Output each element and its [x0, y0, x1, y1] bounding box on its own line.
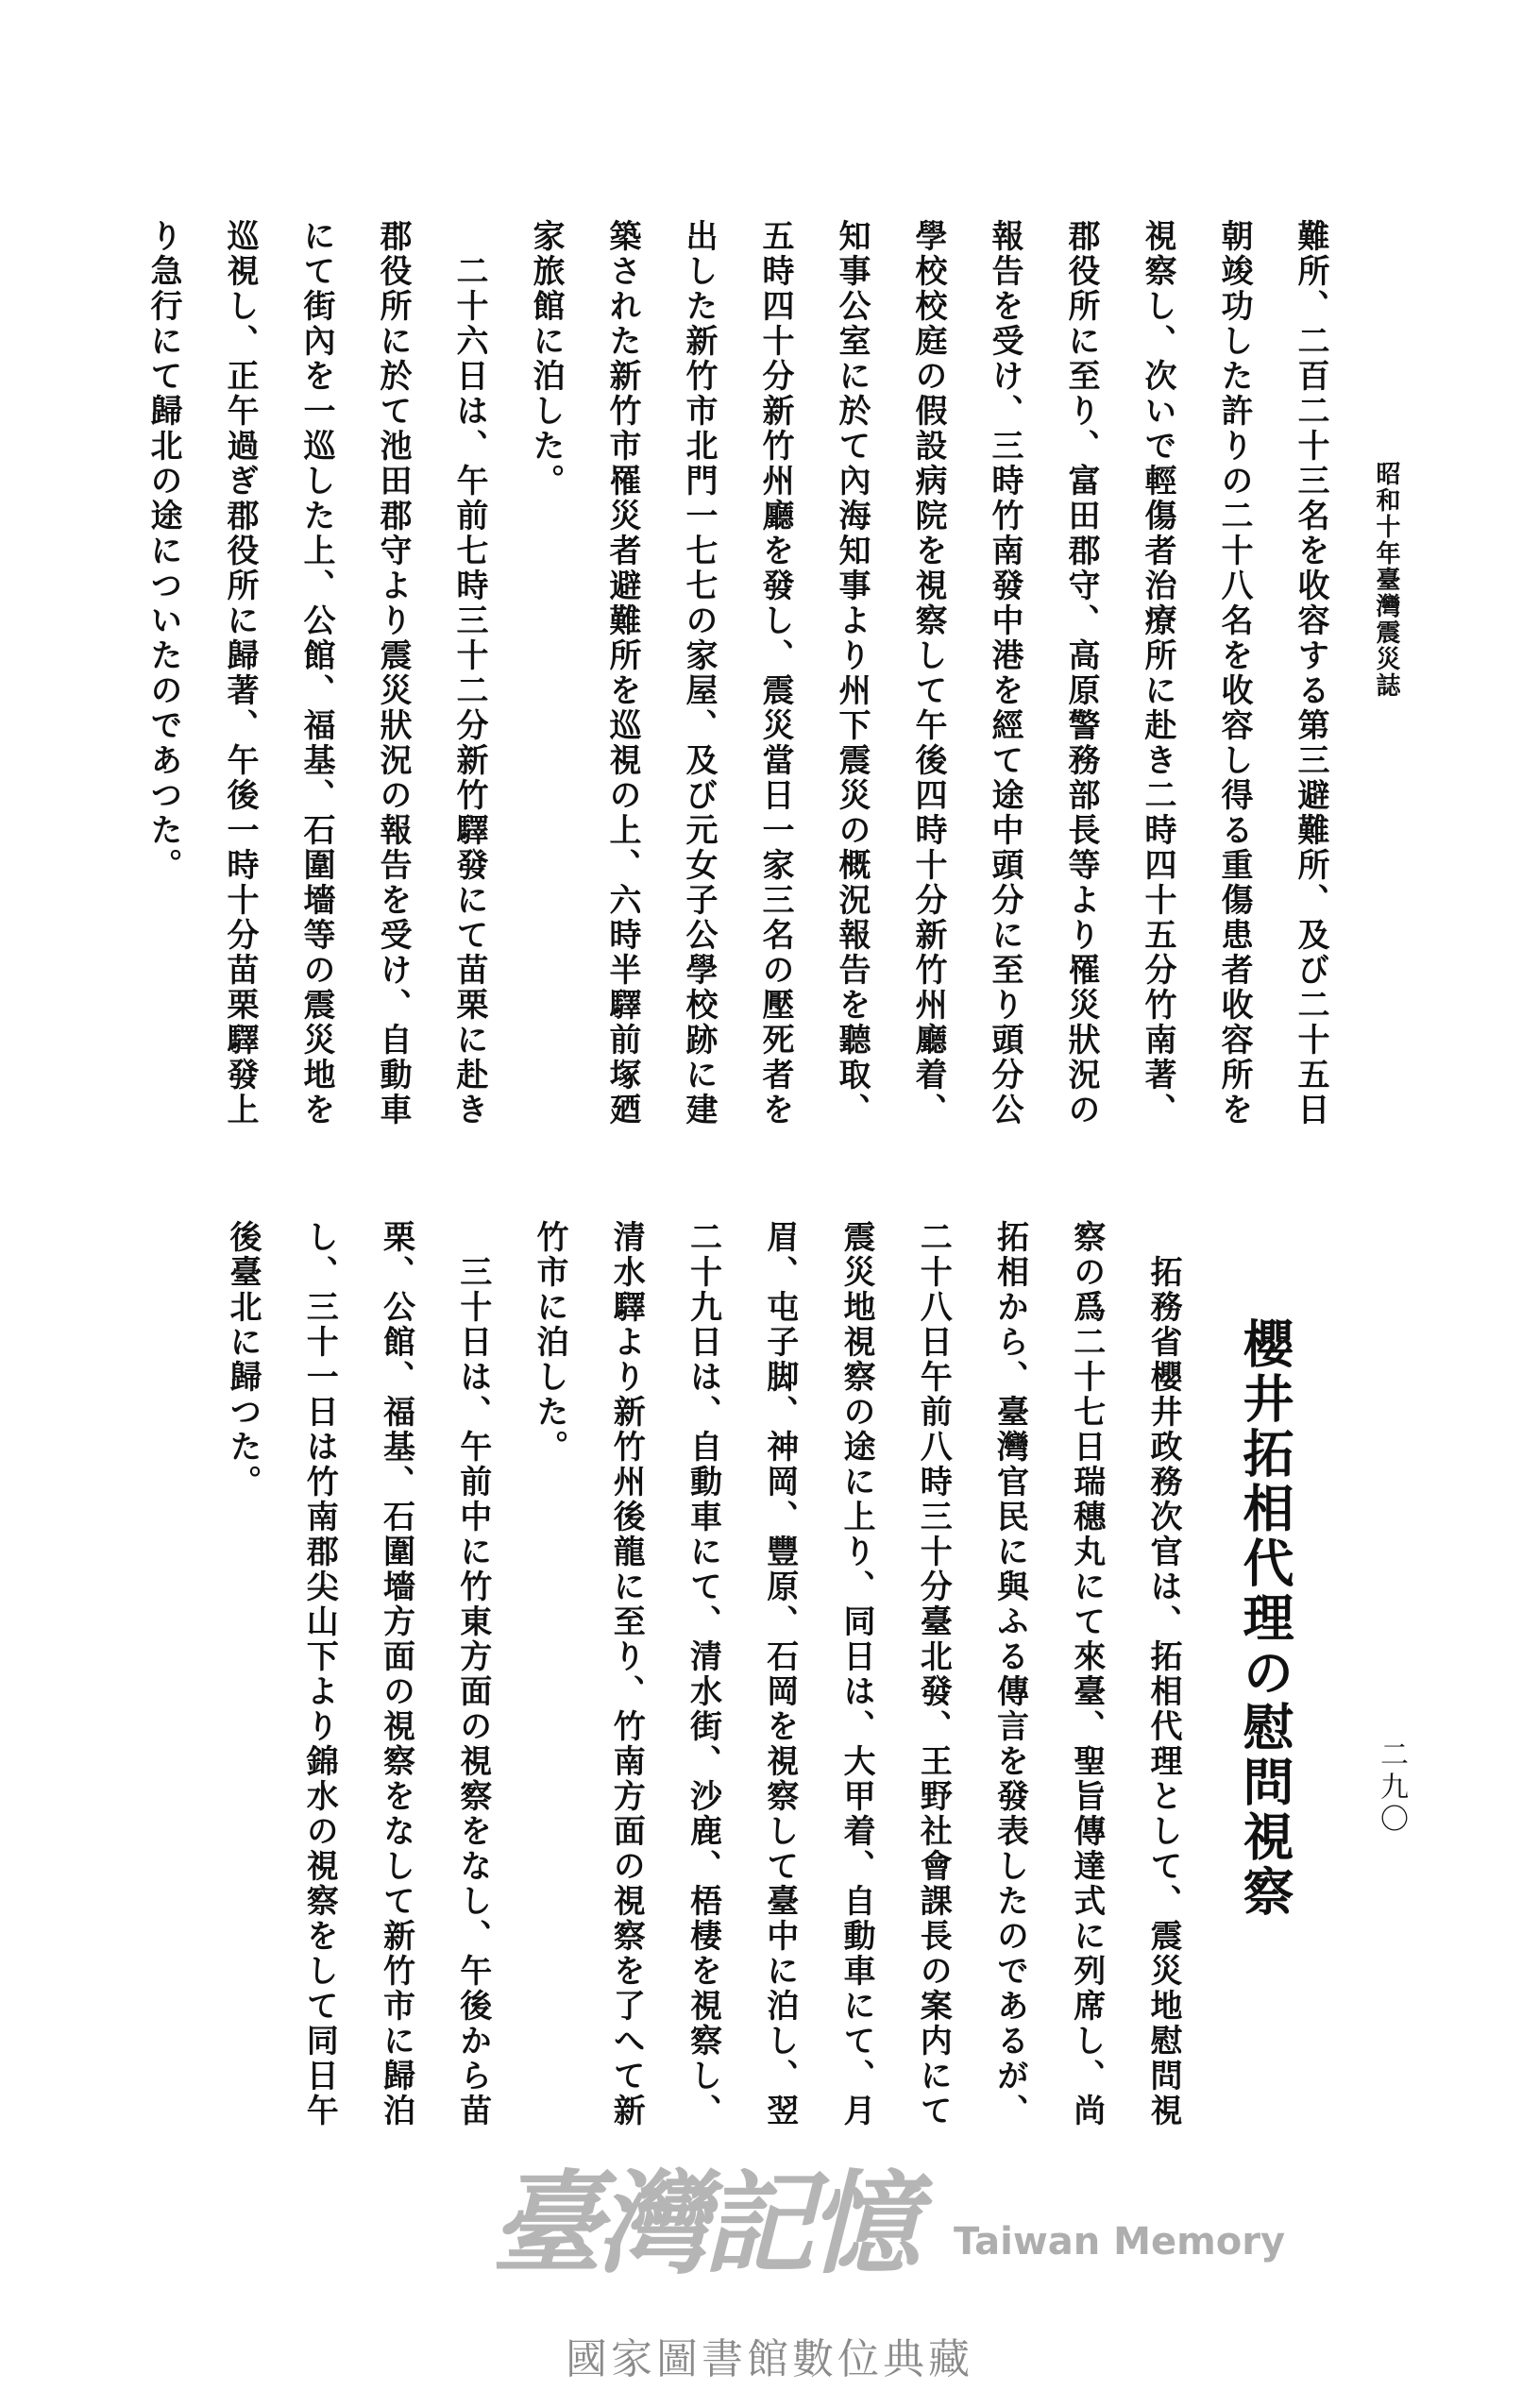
text-column: り急行にて歸北の途についたのであつた。 [144, 219, 182, 883]
text-column: にて街內を一巡した上、公館、福基、石圍墻等の震災地を [297, 219, 335, 1128]
text-column: 栗、公館、福基、石圍墻方面の視察をなして新竹市に歸泊 [377, 1220, 415, 2128]
text-column: 竹市に泊した。 [531, 1220, 568, 1465]
running-title: 昭和十年臺灣震災誌 [1372, 461, 1400, 699]
text-column: 清水驛より新竹州後龍に至り、竹南方面の視察を了へて新 [607, 1220, 646, 2128]
text-column: 巡視し、正午過ぎ郡役所に歸著、午後一時十分苗栗驛發上 [221, 219, 259, 1128]
text-column: し、三十一日は竹南郡尖山下より錦水の視察をして同日午 [300, 1220, 339, 2128]
text-column: 後臺北に歸つた。 [224, 1220, 262, 1500]
text-column: 五時四十分新竹州廳を發し、震災當日一家三名の壓死者を [756, 219, 794, 1128]
text-column: 拓務省櫻井政務次官は、拓相代理として、震災地慰問視 [1144, 1255, 1182, 2128]
page-number: 二九〇 [1375, 1739, 1408, 1836]
text-column: 二十八日午前八時三十分臺北發、王野社會課長の案内にて [914, 1220, 953, 2128]
text-column: 學校校庭の假設病院を視察して午後四時十分新竹州廳着、 [909, 219, 947, 1128]
text-column: 視察し、次いで輕傷者治療所に赴き二時四十五分竹南著、 [1139, 219, 1176, 1128]
text-column: 震災地視察の途に上り、同日は、大甲着、自動車にて、月 [837, 1220, 875, 2128]
text-column: 難所、二百二十三名を收容する第三避難所、及び二十五日 [1292, 219, 1329, 1128]
text-column: 朝竣功した許りの二十八名を收容し得る重傷患者收容所を [1215, 219, 1253, 1128]
text-column: 郡役所に於て池田郡守より震災狀況の報告を受け、自動車 [374, 219, 412, 1128]
text-column: 二十六日は、午前七時三十二分新竹驛發にて苗栗に赴き [450, 254, 488, 1128]
text-column: 報告を受け、三時竹南發中港を經て途中頭分に至り頭分公 [986, 219, 1023, 1128]
watermark-logo: 臺灣記憶 [491, 2158, 915, 2289]
watermark-text: Taiwan Memory [954, 2220, 1286, 2264]
text-column: 二十九日は、自動車にて、清水街、沙鹿、梧棲を視察し、 [684, 1220, 722, 2128]
text-column: 家旅館に泊した。 [527, 219, 565, 499]
section-title: 櫻井拓相代理の慰問視察 [1235, 1317, 1295, 1920]
text-column: 三十日は、午前中に竹東方面の視察をなし、午後から苗 [453, 1255, 492, 2128]
text-column: 知事公室に於て內海知事より州下震災の概況報告を聽取、 [833, 219, 871, 1128]
text-column: 築された新竹市罹災者避難所を巡視の上、六時半驛前塚廼 [603, 219, 641, 1128]
text-column: 出した新竹市北門一七七の家屋、及び元女子公學校跡に建 [680, 219, 718, 1128]
text-column: 察の爲二十七日瑞穗丸にて來臺、聖旨傳達式に列席し、尚 [1067, 1220, 1106, 2128]
footer-collection: 國家圖書館數位典藏 [566, 2335, 973, 2383]
text-column: 郡役所に至り、富田郡守、高原警務部長等より罹災狀況の [1062, 219, 1100, 1128]
text-column: 眉、屯子脚、神岡、豐原、石岡を視察して臺中に泊し、翌 [760, 1220, 799, 2128]
text-column: 拓相から、臺灣官民に與ふる傳言を發表したのであるが、 [990, 1220, 1029, 2128]
